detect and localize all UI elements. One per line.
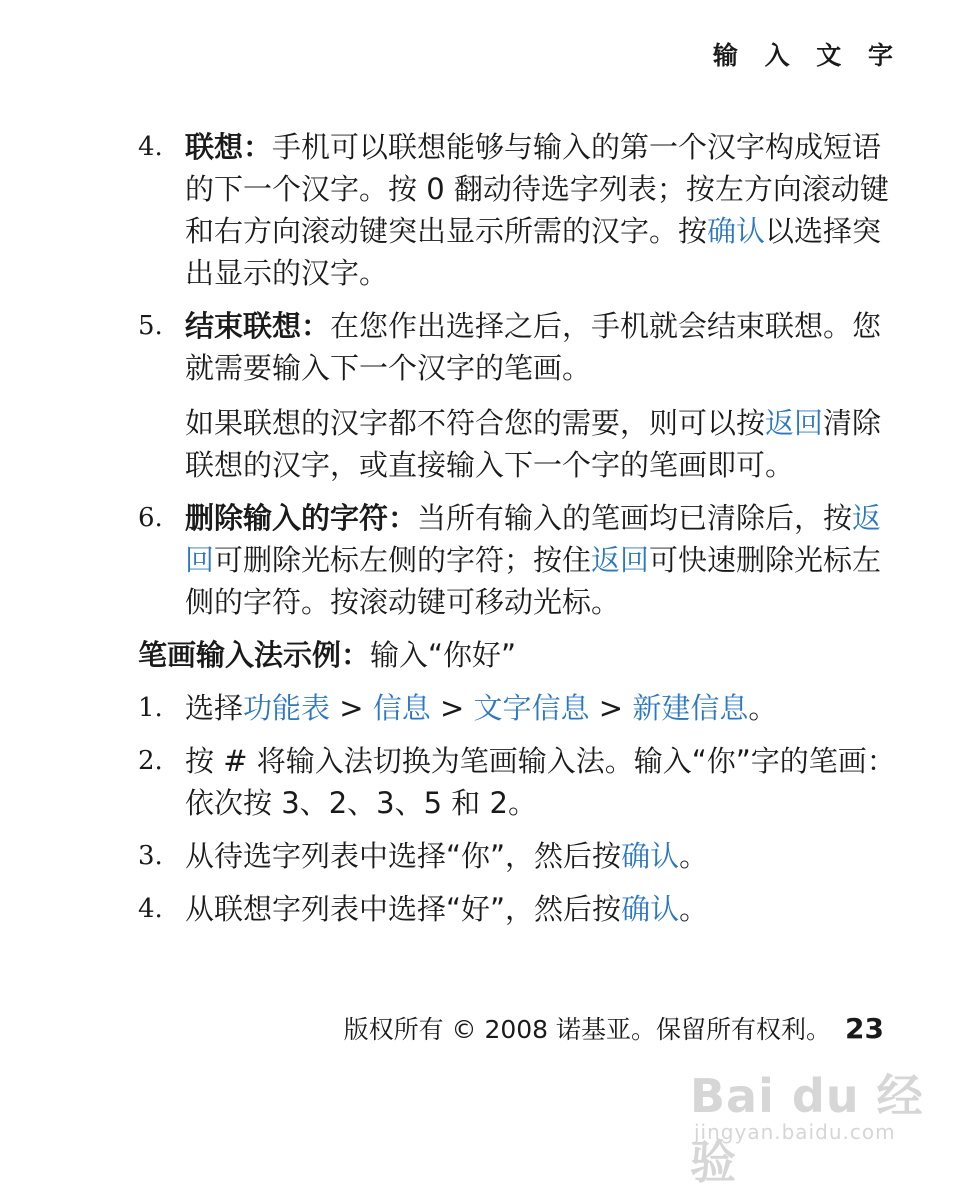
key-label: 0 [426, 172, 445, 206]
baidu-jingyan-watermark [690, 1060, 930, 1189]
step-text: 。 [748, 691, 778, 725]
step-text: 。 [507, 786, 537, 820]
step-number: 3. [138, 841, 163, 871]
item-heading: 删除输入的字符： [185, 501, 418, 535]
list-item [138, 497, 898, 623]
section-heading: 笔画输入法示例： [138, 638, 371, 672]
item-number: 5. [138, 311, 163, 341]
menu-link-new-message[interactable]: 新建信息 [632, 691, 749, 725]
item-text: 手机可以联想能够与输入的第一个汉字构成短语的下一个汉字。按 [185, 130, 882, 206]
watermark-url: jingyan.baidu.com [694, 1120, 896, 1144]
step-text: 。 [679, 839, 709, 873]
step-text: 按 # 将输入法切换为笔画输入法。输入“你”字的笔画：依次按 [185, 744, 896, 820]
step-item [138, 835, 898, 877]
step-text: 从待选字列表中选择“你”，然后按 [185, 839, 622, 873]
step-text: 、 [394, 786, 424, 820]
page-footer [0, 1010, 884, 1046]
softkey-back-link[interactable]: 返回 [765, 406, 824, 440]
step-text: 。 [679, 892, 709, 926]
list-item [138, 305, 898, 486]
step-text: 从联想字列表中选择“好”，然后按 [185, 892, 622, 926]
item-number: 4. [138, 132, 163, 162]
section-title [138, 634, 898, 676]
step-text: 和 [442, 786, 490, 820]
item-heading: 结束联想： [185, 309, 331, 343]
menu-link-text-messages[interactable]: 文字信息 [473, 691, 590, 725]
item-heading: 联想： [185, 130, 273, 164]
list-item [138, 126, 898, 294]
copyright-text: 版权所有 © 2008 诺基亚。保留所有权利。 [343, 1015, 832, 1044]
item-text: 以选择突出显示的汉字。 [185, 214, 882, 290]
softkey-confirm-link[interactable]: 确认 [621, 839, 680, 873]
key-label: 2 [489, 786, 508, 820]
item-text: 在您作出选择之后，手机就会结束联想。您就需要输入下一个汉字的笔画。 [185, 309, 882, 385]
page-header-title: 输 入 文 字 [712, 41, 902, 70]
step-text: 、 [299, 786, 329, 820]
item-number: 6. [138, 503, 163, 533]
item-text: 可快速删除光标左侧的字符。按滚动键可移动光标。 [185, 543, 882, 619]
step-item [138, 740, 898, 824]
item-text: 翻动待选字列表；按左方向滚动键和右方向滚动键突出显示所需的汉字。按 [185, 172, 889, 248]
breadcrumb-separator: > [330, 691, 373, 725]
breadcrumb-separator: > [430, 691, 474, 725]
softkey-back-link[interactable]: 返回 [185, 501, 882, 577]
key-label: 3 [281, 786, 300, 820]
step-text: 选择 [185, 691, 244, 725]
item-text: 可删除光标左侧的字符；按住 [214, 543, 592, 577]
item-text: 如果联想的汉字都不符合您的需要，则可以按 [185, 406, 766, 440]
step-item [138, 888, 898, 930]
key-label: 3 [376, 786, 395, 820]
breadcrumb-separator: > [589, 691, 633, 725]
step-item [138, 687, 898, 729]
watermark-logo: Bai du 经验 [690, 1069, 924, 1189]
softkey-confirm-link[interactable]: 确认 [621, 892, 680, 926]
section-subtitle: 输入“你好” [370, 638, 517, 672]
step-number: 1. [138, 693, 163, 723]
softkey-back-link[interactable]: 返回 [591, 543, 650, 577]
page-number: 23 [845, 1012, 884, 1045]
step-number: 2. [138, 746, 163, 776]
menu-link-messages[interactable]: 信息 [372, 691, 431, 725]
item-text: 当所有输入的笔画均已清除后，按 [417, 501, 853, 535]
page-content [138, 126, 898, 930]
key-label: 2 [328, 786, 348, 820]
softkey-confirm-link[interactable]: 确认 [707, 214, 766, 248]
menu-link-functions[interactable]: 功能表 [243, 691, 331, 725]
step-number: 4. [138, 894, 163, 924]
item-text: 清除联想的汉字，或直接输入下一个字的笔画即可。 [185, 406, 882, 482]
step-text: 、 [347, 786, 377, 820]
key-label: 5 [423, 786, 443, 820]
